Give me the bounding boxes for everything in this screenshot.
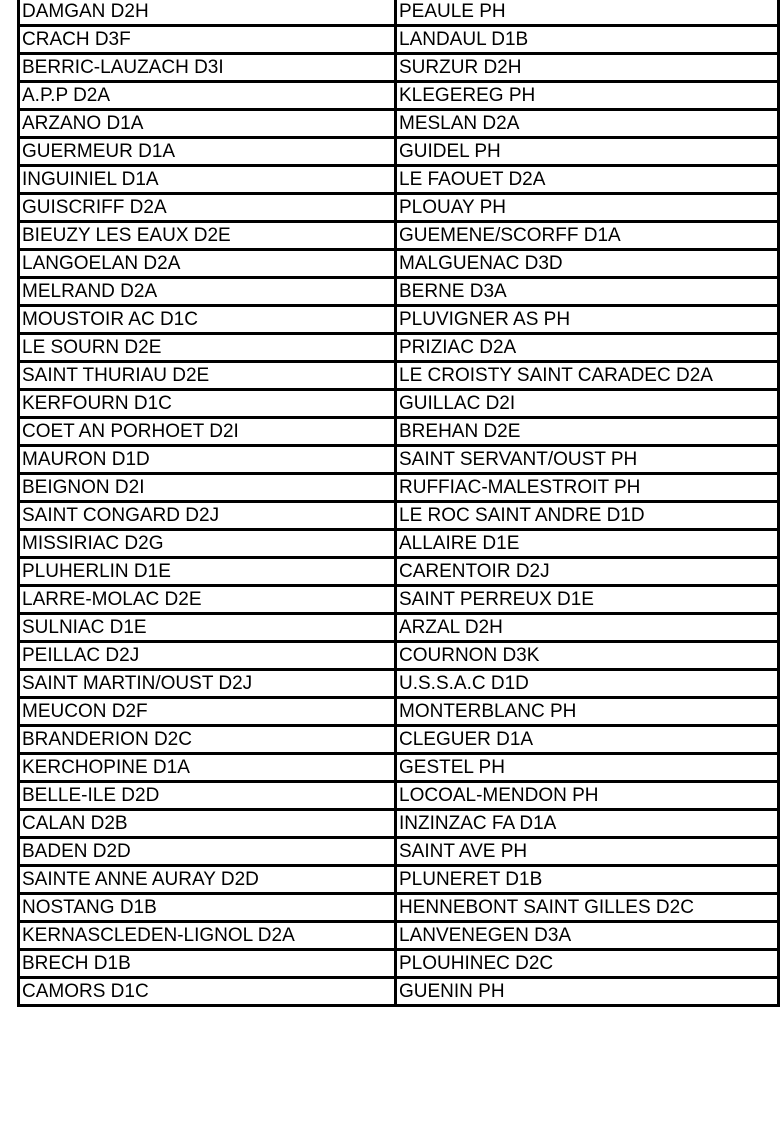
table-row <box>19 278 779 306</box>
team-left-cell: MEUCON D2F <box>19 698 396 726</box>
team-right-cell: LANVENEGEN D3A <box>396 922 779 950</box>
table-row <box>19 782 779 810</box>
table-row <box>19 558 779 586</box>
team-left-cell: SAINTE ANNE AURAY D2D <box>19 866 396 894</box>
team-left-cell: DAMGAN D2H <box>19 0 396 26</box>
team-left-cell: LE SOURN D2E <box>19 334 396 362</box>
team-left-cell: CALAN D2B <box>19 810 396 838</box>
table-row <box>19 866 779 894</box>
team-right-cell: PLUNERET D1B <box>396 866 779 894</box>
team-right-cell: LE CROISTY SAINT CARADEC D2A <box>396 362 779 390</box>
team-right-cell: GUEMENE/SCORFF D1A <box>396 222 779 250</box>
team-left-cell: PLUHERLIN D1E <box>19 558 396 586</box>
team-left-cell: CRACH D3F <box>19 26 396 54</box>
team-left-cell: BADEN D2D <box>19 838 396 866</box>
table-row <box>19 978 779 1006</box>
table-row <box>19 530 779 558</box>
team-left-cell: MOUSTOIR AC D1C <box>19 306 396 334</box>
table-row <box>19 166 779 194</box>
table-row <box>19 334 779 362</box>
table-body <box>19 0 779 1006</box>
team-left-cell: KERCHOPINE D1A <box>19 754 396 782</box>
team-right-cell: BREHAN D2E <box>396 418 779 446</box>
team-right-cell: U.S.S.A.C D1D <box>396 670 779 698</box>
team-left-cell: GUISCRIFF D2A <box>19 194 396 222</box>
fixtures-table <box>17 0 780 1007</box>
team-right-cell: ALLAIRE D1E <box>396 530 779 558</box>
team-left-cell: INGUINIEL D1A <box>19 166 396 194</box>
team-left-cell: GUERMEUR D1A <box>19 138 396 166</box>
team-left-cell: BERRIC-LAUZACH D3I <box>19 54 396 82</box>
table-row <box>19 54 779 82</box>
team-right-cell: PRIZIAC D2A <box>396 334 779 362</box>
team-left-cell: LARRE-MOLAC D2E <box>19 586 396 614</box>
team-left-cell: LANGOELAN D2A <box>19 250 396 278</box>
team-left-cell: SULNIAC D1E <box>19 614 396 642</box>
team-left-cell: COET AN PORHOET D2I <box>19 418 396 446</box>
team-right-cell: MESLAN D2A <box>396 110 779 138</box>
team-left-cell: BEIGNON D2I <box>19 474 396 502</box>
team-right-cell: LE FAOUET D2A <box>396 166 779 194</box>
table-row <box>19 754 779 782</box>
team-right-cell: LOCOAL-MENDON PH <box>396 782 779 810</box>
team-right-cell: ARZAL D2H <box>396 614 779 642</box>
team-left-cell: PEILLAC D2J <box>19 642 396 670</box>
table-row <box>19 642 779 670</box>
team-left-cell: BIEUZY LES EAUX D2E <box>19 222 396 250</box>
team-right-cell: GUILLAC D2I <box>396 390 779 418</box>
team-right-cell: MALGUENAC D3D <box>396 250 779 278</box>
table-row <box>19 390 779 418</box>
team-right-cell: SAINT AVE PH <box>396 838 779 866</box>
team-left-cell: SAINT MARTIN/OUST D2J <box>19 670 396 698</box>
table-row <box>19 502 779 530</box>
team-right-cell: PLOUAY PH <box>396 194 779 222</box>
team-right-cell: MONTERBLANC PH <box>396 698 779 726</box>
team-right-cell: CLEGUER D1A <box>396 726 779 754</box>
team-right-cell: GESTEL PH <box>396 754 779 782</box>
team-right-cell: PEAULE PH <box>396 0 779 26</box>
team-right-cell: PLUVIGNER AS PH <box>396 306 779 334</box>
table-row <box>19 670 779 698</box>
table-row <box>19 138 779 166</box>
team-left-cell: MAURON D1D <box>19 446 396 474</box>
table-row <box>19 922 779 950</box>
team-left-cell: BELLE-ILE D2D <box>19 782 396 810</box>
team-right-cell: INZINZAC FA D1A <box>396 810 779 838</box>
table-row <box>19 446 779 474</box>
team-left-cell: ARZANO D1A <box>19 110 396 138</box>
team-left-cell: KERFOURN D1C <box>19 390 396 418</box>
team-right-cell: RUFFIAC-MALESTROIT PH <box>396 474 779 502</box>
table-row <box>19 726 779 754</box>
team-right-cell: CARENTOIR D2J <box>396 558 779 586</box>
table-row <box>19 362 779 390</box>
table-row <box>19 894 779 922</box>
team-left-cell: NOSTANG D1B <box>19 894 396 922</box>
table-row <box>19 306 779 334</box>
team-right-cell: COURNON D3K <box>396 642 779 670</box>
team-right-cell: PLOUHINEC D2C <box>396 950 779 978</box>
team-right-cell: SAINT SERVANT/OUST PH <box>396 446 779 474</box>
team-right-cell: KLEGEREG PH <box>396 82 779 110</box>
team-right-cell: HENNEBONT SAINT GILLES D2C <box>396 894 779 922</box>
table-row <box>19 614 779 642</box>
table-row <box>19 418 779 446</box>
team-left-cell: CAMORS D1C <box>19 978 396 1006</box>
team-right-cell: SURZUR D2H <box>396 54 779 82</box>
table-row <box>19 838 779 866</box>
team-left-cell: BRECH D1B <box>19 950 396 978</box>
team-right-cell: GUENIN PH <box>396 978 779 1006</box>
table-row <box>19 110 779 138</box>
table-row <box>19 698 779 726</box>
table-row <box>19 474 779 502</box>
team-right-cell: SAINT PERREUX D1E <box>396 586 779 614</box>
team-left-cell: MELRAND D2A <box>19 278 396 306</box>
team-right-cell: LANDAUL D1B <box>396 26 779 54</box>
team-left-cell: SAINT THURIAU D2E <box>19 362 396 390</box>
table-row <box>19 26 779 54</box>
team-left-cell: A.P.P D2A <box>19 82 396 110</box>
table-row <box>19 586 779 614</box>
table-row <box>19 250 779 278</box>
team-left-cell: BRANDERION D2C <box>19 726 396 754</box>
table-row <box>19 82 779 110</box>
table-row <box>19 194 779 222</box>
team-left-cell: MISSIRIAC D2G <box>19 530 396 558</box>
team-right-cell: GUIDEL PH <box>396 138 779 166</box>
table-row <box>19 810 779 838</box>
team-left-cell: KERNASCLEDEN-LIGNOL D2A <box>19 922 396 950</box>
table-row <box>19 0 779 26</box>
team-left-cell: SAINT CONGARD D2J <box>19 502 396 530</box>
table-row <box>19 222 779 250</box>
team-right-cell: LE ROC SAINT ANDRE D1D <box>396 502 779 530</box>
table-row <box>19 950 779 978</box>
team-right-cell: BERNE D3A <box>396 278 779 306</box>
